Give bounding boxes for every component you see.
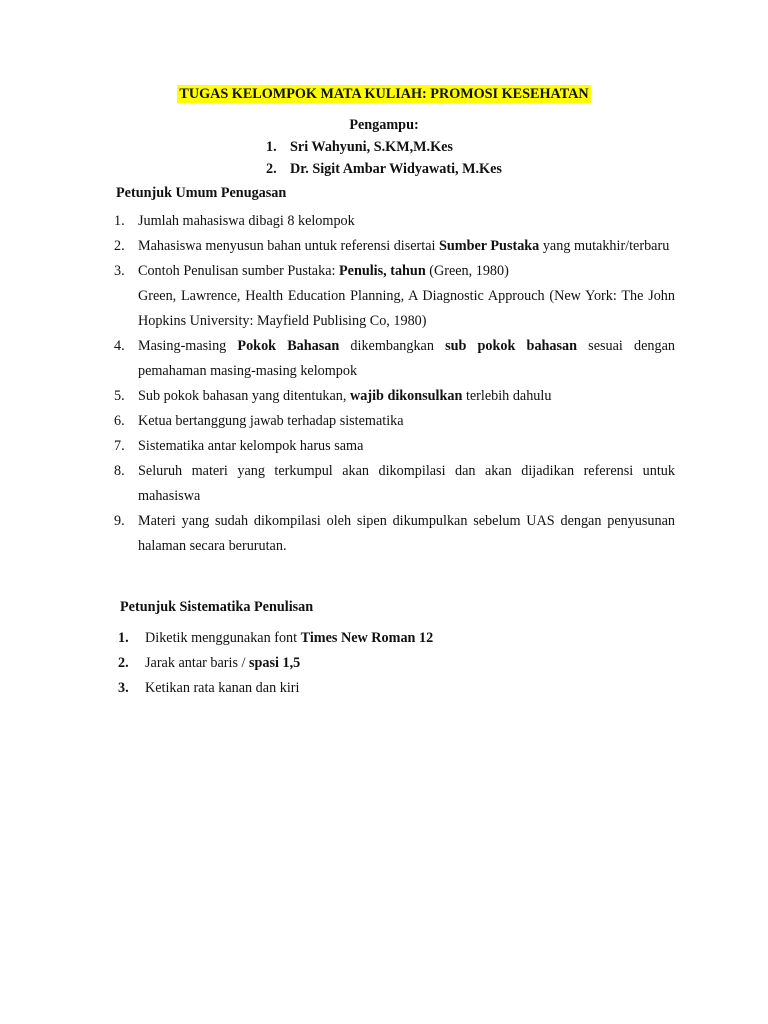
list-number: 2. [114, 238, 125, 254]
item-bold-text: spasi 1,5 [249, 655, 301, 671]
item-bold-text: Pokok Bahasan [237, 338, 340, 354]
item-text: (Green, 1980) [425, 263, 509, 279]
list-number: 1. [266, 139, 277, 155]
item-bold-text: wajib dikonsulkan [350, 388, 463, 404]
item-text: Diketik menggunakan font [145, 630, 301, 646]
item-text: Masing-masing [138, 338, 238, 354]
item-text: Ketikan rata kanan dan kiri [145, 680, 300, 696]
list-item [114, 259, 675, 334]
pengampu-item [266, 158, 502, 180]
item-bold-text: Times New Roman 12 [300, 630, 434, 646]
pengampu-label: Pengampu: [349, 117, 419, 133]
list-number: 2. [266, 161, 277, 177]
item-text: Mahasiswa menyusun bahan untuk referensi disertai [138, 238, 440, 254]
item-text: Contoh Penulisan sumber Pustaka: [138, 263, 339, 279]
list-number: 3. [118, 680, 129, 696]
list-number: 1. [114, 213, 125, 229]
item-bold-text: Penulis, tahun [338, 263, 426, 279]
title-line [0, 86, 768, 103]
list-number: 1. [118, 630, 129, 646]
list-number: 6. [114, 413, 125, 429]
item-text: Sub pokok bahasan yang ditentukan, [138, 388, 350, 404]
item-bold-text: sub pokok bahasan [445, 338, 578, 354]
item-text: Jarak antar baris / [145, 655, 249, 671]
list-item [118, 651, 675, 676]
list-number: 9. [114, 513, 125, 529]
item-text: sesuai dengan pemahaman masing-masing kelompok [138, 338, 675, 379]
list-number: 7. [114, 438, 125, 454]
lecturer-name: Sri Wahyuni, S.KM,M.Kes [290, 139, 453, 155]
list-item [114, 209, 675, 234]
list-item [114, 434, 675, 459]
list-number: 4. [114, 338, 125, 354]
item-text: Jumlah mahasiswa dibagi 8 kelompok [138, 213, 355, 229]
item-text: Ketua bertanggung jawab terhadap sistematika [138, 413, 404, 429]
item-text: Seluruh materi yang terkumpul akan dikompilasi dan akan dijadikan referensi untuk mahasiswa [138, 463, 675, 504]
item-text: Materi yang sudah dikompilasi oleh sipen dikumpulkan sebelum UAS dengan penyusunan halaman secara berurutan. [138, 513, 675, 554]
list-item [118, 626, 675, 651]
list-item [114, 334, 675, 384]
list-item [114, 509, 675, 559]
umum-list [114, 209, 675, 559]
document-title: TUGAS KELOMPOK MATA KULIAH: PROMOSI KESEHATAN [179, 86, 589, 102]
list-item [118, 676, 675, 701]
list-number: 3. [114, 263, 125, 279]
item-text: yang mutakhir/terbaru [539, 238, 670, 254]
pengampu-item [266, 136, 502, 158]
item-text: dikembangkan [339, 338, 446, 354]
list-number: 8. [114, 463, 125, 479]
list-item [114, 409, 675, 434]
reference-example: Green, Lawrence, Health Education Planning, A Diagnostic Approuch (New York: The John Hopkins University: Mayfield Publising Co, 1980) [138, 288, 675, 329]
lecturer-name: Dr. Sigit Ambar Widyawati, M.Kes [290, 161, 502, 177]
list-item [114, 459, 675, 509]
list-number: 5. [114, 388, 125, 404]
item-text: Sistematika antar kelompok harus sama [138, 438, 364, 454]
pengampu-list [266, 136, 502, 180]
section-heading-sistematika: Petunjuk Sistematika Penulisan [120, 599, 314, 615]
list-item [114, 384, 675, 409]
section-heading-umum: Petunjuk Umum Penugasan [116, 185, 287, 201]
list-number: 2. [118, 655, 129, 671]
item-bold-text: Sumber Pustaka [439, 238, 540, 254]
list-item [114, 234, 675, 259]
item-text: terlebih dahulu [462, 388, 552, 404]
sistematika-list [118, 626, 675, 701]
